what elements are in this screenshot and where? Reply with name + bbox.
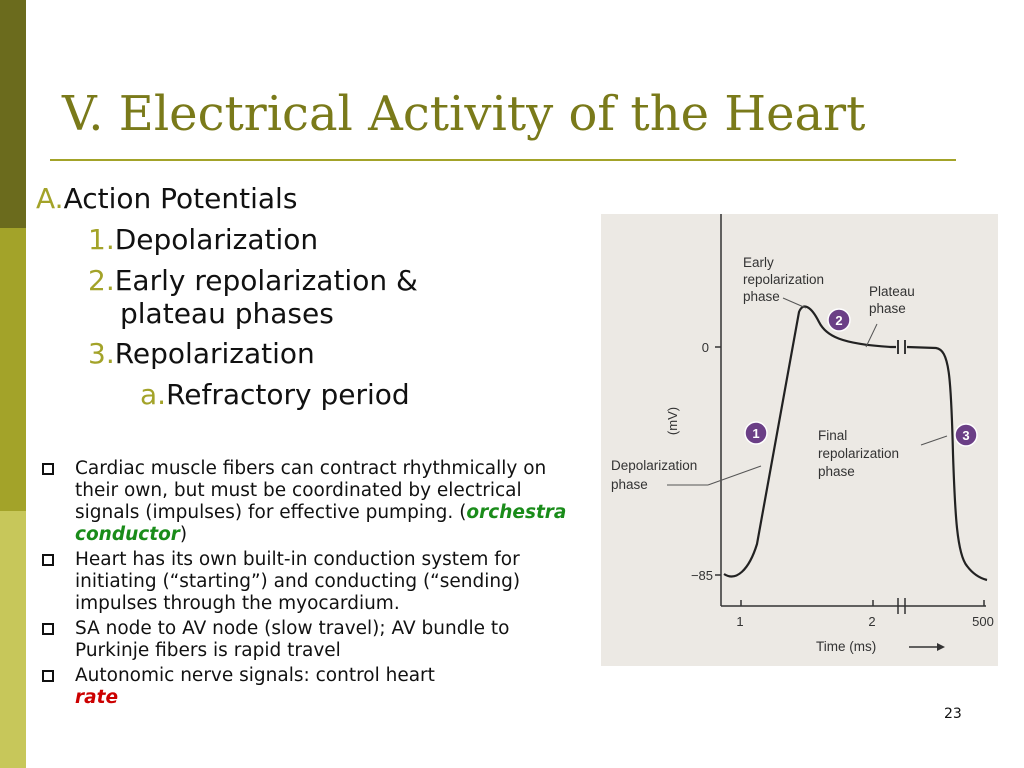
marker-label: 1 — [752, 426, 760, 441]
bullet-emphasis: orchestra conductor — [75, 502, 567, 545]
sidebar-stripe-mid — [0, 228, 26, 511]
bullet-item — [40, 665, 585, 709]
square-bullet-icon — [42, 670, 54, 682]
outline-number: 3. — [88, 337, 115, 370]
sidebar-stripe-dark — [0, 0, 26, 228]
action-potential-diagram — [601, 214, 998, 666]
early-phase-label: repolarization — [743, 272, 825, 287]
plateau-phase-label: Plateau — [869, 284, 915, 299]
x-tick-label: 2 — [868, 614, 876, 629]
outline-number: a. — [140, 378, 167, 411]
y-axis-label: (mV) — [665, 406, 680, 436]
bullet-text-end: ) — [179, 524, 188, 545]
outline-item-depolarization — [88, 223, 319, 256]
square-bullet-icon — [42, 554, 54, 566]
x-tick-label: 500 — [972, 614, 994, 629]
early-phase-label: Early — [743, 255, 774, 270]
square-bullet-icon — [42, 463, 54, 475]
plateau-phase-label: phase — [869, 301, 906, 316]
depolarization-phase-label: phase — [611, 477, 648, 492]
outline-label: Action Potentials — [63, 182, 298, 215]
slide-number: 23 — [944, 706, 962, 722]
outline-item-plateau-phases — [120, 297, 334, 330]
y-tick-label: −85 — [690, 568, 713, 583]
final-phase-label: Final — [818, 428, 848, 443]
phase-marker-2 — [828, 309, 850, 331]
final-phase-label: repolarization — [818, 446, 900, 461]
bullet-item — [40, 549, 585, 615]
bullet-text: Cardiac muscle fibers can contract rhythmically on their own, but must be coordinated by electrical signals (impulses) for effective pumping. ( — [75, 458, 547, 523]
marker-label: 3 — [962, 428, 970, 443]
action-potential-trace — [907, 347, 987, 580]
bullet-item — [40, 458, 585, 546]
square-bullet-icon — [42, 623, 54, 635]
bullet-text: Autonomic nerve signals: control heart — [75, 665, 435, 686]
x-tick-label: 1 — [736, 614, 744, 629]
outline-number: A. — [36, 182, 64, 215]
bullet-text: SA node to AV node (slow travel); AV bundle to Purkinje fibers is rapid travel — [75, 618, 510, 661]
depolarization-phase-label: Depolarization — [611, 458, 698, 473]
outline-item-refractory-period — [140, 378, 410, 411]
sidebar-stripe-light — [0, 511, 26, 768]
outline-label: Depolarization — [114, 223, 319, 256]
label-leader-line — [921, 436, 947, 445]
phase-marker-1 — [745, 422, 767, 444]
label-leader-line — [866, 324, 877, 347]
outline-number: 1. — [88, 223, 115, 256]
outline-item-early-repolarization — [88, 264, 418, 297]
action-potential-figure — [601, 214, 998, 666]
early-phase-label: phase — [743, 289, 780, 304]
arrow-right-icon — [909, 643, 945, 651]
bullet-text: Heart has its own built-in conduction system for initiating (“starting”) and conducting (“sending) impulses through the myocardium. — [75, 549, 521, 614]
marker-label: 2 — [835, 313, 843, 328]
bullet-list — [40, 458, 585, 712]
x-axis-label: Time (ms) — [816, 639, 877, 654]
y-tick-label: 0 — [701, 340, 709, 355]
label-leader-line — [783, 298, 806, 308]
phase-marker-3 — [955, 424, 977, 446]
outline-item-repolarization — [88, 337, 315, 370]
outline-label: Early repolarization & — [114, 264, 418, 297]
outline-item-action-potentials — [36, 182, 298, 215]
final-phase-label: phase — [818, 464, 855, 479]
title-underline — [50, 159, 956, 161]
bullet-emphasis: rate — [75, 687, 118, 708]
outline-label: plateau phases — [120, 297, 334, 330]
slide-title: V. Electrical Activity of the Heart — [62, 86, 866, 142]
label-leader-line — [708, 466, 761, 485]
outline-label: Refractory period — [166, 378, 410, 411]
outline-number: 2. — [88, 264, 115, 297]
bullet-item — [40, 618, 585, 662]
outline-label: Repolarization — [114, 337, 315, 370]
